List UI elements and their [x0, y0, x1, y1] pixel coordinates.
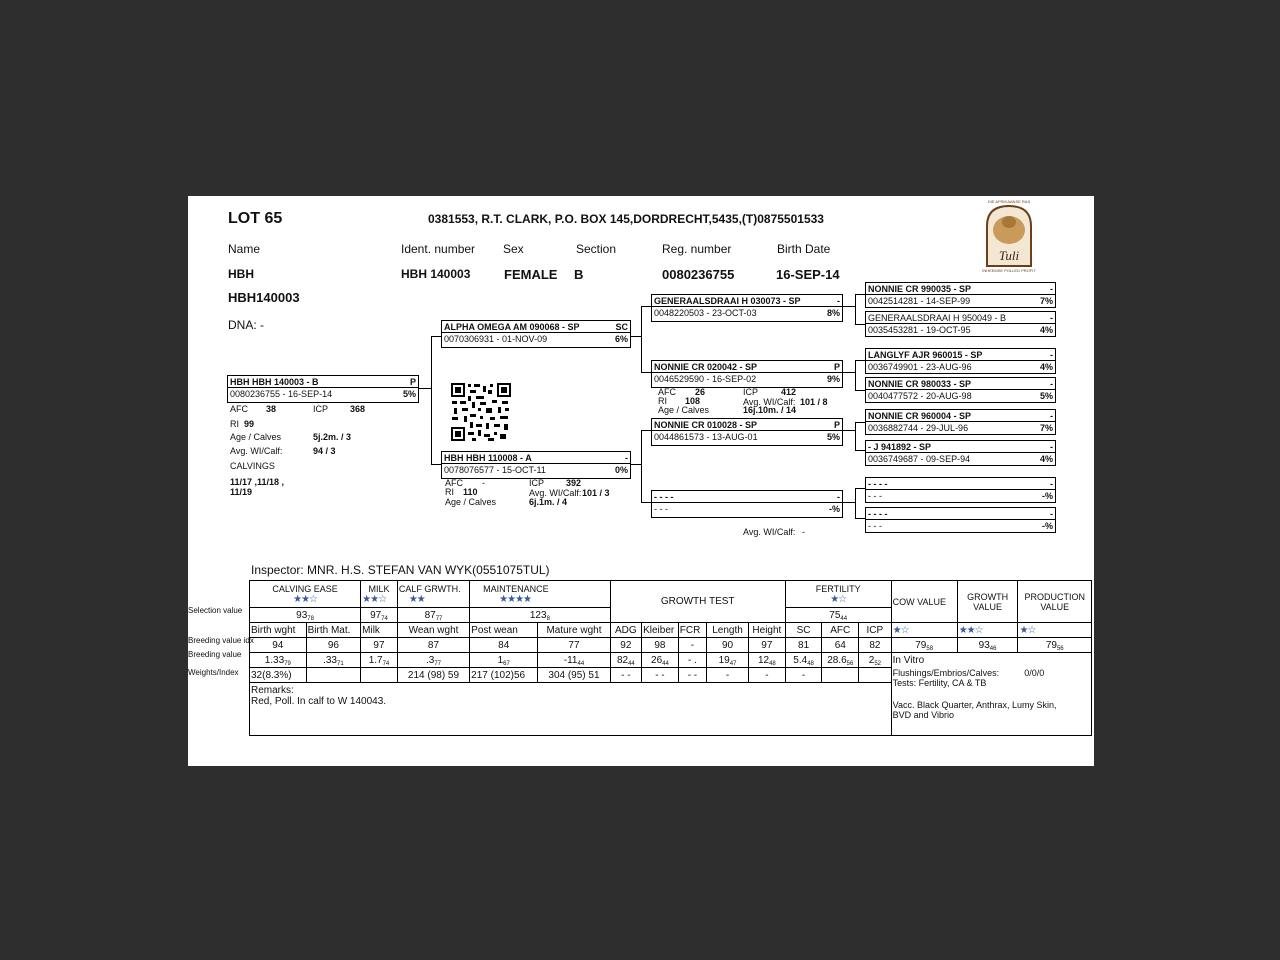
in-vitro-label: In Vitro	[892, 654, 925, 666]
dam-box	[441, 451, 631, 479]
bv-cell	[859, 653, 892, 668]
bvi-cell: 81	[785, 638, 822, 653]
milk-sel-acc: 74	[381, 615, 388, 622]
subject-ri-label: RI	[230, 419, 239, 429]
bv-acc: 77	[434, 660, 441, 667]
bv-value: 1.7	[368, 654, 383, 666]
ggp-name: GENERAALSDRAAI H 950049 - B	[868, 313, 1007, 323]
calving-sel: 93	[296, 609, 308, 621]
animal-reg: 0080236755	[662, 267, 735, 282]
group-maintenance	[470, 581, 610, 608]
bv-cell	[785, 653, 822, 668]
growth-value-num: 93	[978, 639, 990, 651]
subject-box	[227, 375, 419, 403]
bv-value: 1.33	[264, 654, 285, 666]
bv-cell	[538, 653, 610, 668]
great-grandparent-box	[865, 477, 1056, 503]
wi-cell: - -	[642, 668, 679, 683]
dam-ri: 110	[463, 487, 478, 497]
production-value	[1018, 638, 1092, 653]
grandparent-id: 0048220503 - 23-OCT-03	[654, 308, 757, 318]
bv-value: 1	[497, 654, 504, 666]
maint-sel: 123	[529, 609, 547, 621]
grandparent-name: NONNIE CR 020042 - SP	[654, 362, 758, 372]
logo-word: Tuli	[998, 248, 1020, 263]
grandparent-box	[651, 490, 843, 518]
bv-acc: 44	[577, 660, 585, 667]
wi-cell: -	[707, 668, 749, 683]
sire-name: ALPHA OMEGA AM 090068 - SP	[444, 322, 580, 332]
gp4-avgwi-label: Avg. WI/Calf:	[743, 527, 796, 537]
group-calf-growth	[397, 581, 469, 608]
subject-pct: 5%	[402, 389, 416, 399]
ggp-pct: 5%	[1039, 391, 1053, 401]
bv-value: 5.4	[793, 654, 808, 666]
dam-avgwi: 101 / 3	[582, 488, 610, 498]
production-value-num: 79	[1045, 639, 1057, 651]
wi-cell	[306, 668, 361, 683]
ggp-name: NONNIE CR 990035 - SP	[868, 284, 972, 294]
wi-cell	[859, 668, 892, 683]
ggp-pct: -%	[1042, 491, 1053, 501]
flushings-label: Flushings/Embrios/Calves:	[892, 667, 1000, 678]
sire-id: 0070306931 - 01-NOV-09	[444, 334, 548, 344]
gp-age: 16j.10m. / 14	[743, 405, 797, 415]
growth-test-label: GROWTH TEST	[660, 596, 735, 607]
production-value-stars: ★☆	[1018, 623, 1092, 638]
animal-section: B	[574, 267, 584, 282]
subject-age-label: Age / Calves	[230, 432, 282, 442]
label-reg: Reg. number	[662, 242, 732, 256]
fert-sel-acc: 44	[840, 615, 848, 622]
animal-birth: 16-SEP-14	[776, 267, 840, 282]
owner-line: 0381553, R.T. CLARK, P.O. BOX 145,DORDRECHT,5435,(T)0875501533	[428, 212, 824, 226]
row-label-selection: Selection value	[188, 606, 243, 615]
grandparent-code: -	[837, 492, 840, 502]
bv-value: 82	[616, 654, 629, 666]
subject-icp-label: ICP	[313, 404, 329, 414]
dam-avgwi-label: Avg. WI/Calf:	[529, 488, 582, 498]
animal-name: HBH	[228, 267, 254, 281]
bv-acc: 67	[503, 660, 510, 667]
grandparent-name: - - - -	[654, 492, 674, 502]
gp-afc: 26	[695, 387, 706, 397]
great-grandparent-box	[865, 409, 1056, 435]
production-value-acc: 56	[1056, 645, 1064, 652]
in-vitro	[891, 653, 1091, 668]
inspector: Inspector: MNR. H.S. STEFAN VAN WYK(0551075TUL)	[251, 563, 550, 577]
cow-value-num: 79	[915, 639, 927, 651]
ggp-id: - - -	[868, 521, 882, 531]
vaccinations-1: Vacc. Black Quarter, Anthrax, Lumy Skin,	[892, 699, 1057, 710]
grandparent-code: P	[833, 362, 840, 372]
ggp-code: -	[1050, 313, 1053, 323]
calvings-1: 11/17 ,11/18 ,	[230, 477, 285, 487]
ggp-code: -	[1050, 411, 1053, 421]
ggp-pct: 7%	[1039, 423, 1053, 433]
gp-ri: 108	[685, 396, 701, 406]
col-header: Length	[707, 623, 749, 638]
col-header: Wean wght	[397, 623, 469, 638]
group-fertility	[785, 581, 891, 608]
bvi-cell: 97	[361, 638, 398, 653]
bv-cell	[470, 653, 538, 668]
ggp-id: 0036882744 - 29-JUL-96	[868, 423, 969, 433]
dna: DNA: -	[228, 318, 264, 332]
ggp-id: 0036749901 - 23-AUG-96	[868, 362, 972, 372]
subject-afc: 38	[266, 404, 277, 414]
animal-name-2: HBH140003	[228, 290, 300, 305]
maint-selection-value	[470, 608, 610, 623]
dam-pct: 0%	[614, 465, 628, 475]
bv-value: .33	[323, 654, 337, 666]
subject-avgwi-label: Avg. WI/Calf:	[230, 446, 283, 456]
wi-cell: - -	[678, 668, 706, 683]
milk-stars: ★★☆	[362, 593, 387, 605]
col-header: Post wean	[470, 623, 538, 638]
bv-acc: 74	[382, 660, 390, 667]
dam-icp-label: ICP	[529, 478, 545, 488]
ggp-pct: -%	[1042, 521, 1053, 531]
calf-growth-label: CALF GRWTH.	[398, 583, 461, 594]
sire-code: SC	[615, 322, 628, 332]
milk-selection-value	[361, 608, 398, 623]
subject-icp: 368	[350, 404, 366, 414]
ggp-id: 0040477572 - 20-AUG-98	[868, 391, 972, 401]
col-header: Mature wght	[538, 623, 610, 638]
production-value-label-2: VALUE	[1040, 601, 1070, 612]
breeding-table	[249, 580, 1092, 736]
bv-acc: 44	[662, 660, 669, 667]
sire-pct: 6%	[614, 334, 628, 344]
great-grandparent-box	[865, 311, 1056, 337]
calf-selection-value	[397, 608, 469, 623]
col-header: Birth wght	[250, 623, 307, 638]
col-header: Birth Mat.	[306, 623, 361, 638]
col-header: Milk	[361, 623, 398, 638]
dam-id: 0078076577 - 15-OCT-11	[444, 465, 546, 475]
subject-name: HBH HBH 140003 - B	[230, 377, 319, 387]
grandparent-pct: -%	[829, 504, 840, 514]
dam-icp: 392	[566, 478, 582, 488]
bvi-cell: 94	[250, 638, 307, 653]
ggp-name: - J 941892 - SP	[868, 442, 932, 452]
wi-cell: -	[748, 668, 785, 683]
ggp-code: -	[1050, 350, 1053, 360]
grandparent-box	[651, 294, 843, 322]
lot-number: LOT 65	[228, 210, 283, 227]
subject-code: P	[409, 377, 416, 387]
growth-value-acc: 46	[989, 645, 997, 652]
grandparent-id: - - -	[654, 504, 668, 514]
calvings-2: 11/19	[230, 487, 253, 497]
bv-value: .3	[425, 654, 435, 666]
milk-sel: 97	[370, 609, 382, 621]
bv-value: 2	[868, 654, 875, 666]
cow-value-stars: ★☆	[891, 623, 957, 638]
col-header: ICP	[859, 623, 892, 638]
logo-top-text: DIE AFRIKAANSE RAS	[987, 199, 1031, 204]
maint-sel-acc: 8	[546, 615, 550, 622]
cow-value-acc: 58	[926, 645, 934, 652]
label-ident: Ident. number	[401, 242, 476, 256]
bvi-cell: 84	[470, 638, 538, 653]
maintenance-stars: ★★★★	[499, 593, 532, 605]
fert-sel: 75	[829, 609, 841, 621]
ggp-name: - - - -	[868, 479, 888, 489]
grandparent-code: P	[833, 420, 840, 430]
subject-ri: 99	[244, 419, 255, 429]
grandparent-name: NONNIE CR 010028 - SP	[654, 420, 758, 430]
bvi-cell: 90	[707, 638, 749, 653]
group-calving-ease	[250, 581, 361, 608]
bv-acc: 71	[336, 660, 344, 667]
ggp-name: - - - -	[868, 509, 888, 519]
row-label-weights: Weights/Index	[188, 668, 239, 677]
grandparent-pct: 8%	[826, 308, 840, 318]
col-header: AFC	[822, 623, 859, 638]
ggp-code: -	[1050, 284, 1053, 294]
ggp-name: NONNIE CR 980033 - SP	[868, 379, 972, 389]
grandparent-name: GENERAALSDRAAI H 030073 - SP	[654, 296, 801, 306]
production-value-label-1: PRODUCTION	[1024, 591, 1085, 602]
logo-bottom-text: INHEEMSE POLLED PROFIT	[982, 268, 1036, 273]
dam-afc: -	[482, 478, 485, 488]
bv-acc: 79	[284, 660, 291, 667]
ggp-id: 0035453281 - 19-OCT-95	[868, 325, 971, 335]
bv-acc: 56	[846, 660, 854, 667]
cow-value-label: COW VALUE	[892, 596, 946, 607]
calvings-label: CALVINGS	[230, 461, 275, 471]
fert-selection-value	[785, 608, 891, 623]
bv-cell	[707, 653, 749, 668]
gp-avgwi-label: Avg. WI/Calf:	[743, 397, 796, 407]
calving-ease-stars: ★★☆	[293, 593, 318, 605]
pedigree-sheet	[188, 196, 1094, 766]
bv-cell	[306, 653, 361, 668]
grandparent-pct: 5%	[826, 432, 840, 442]
ggp-pct: 4%	[1039, 325, 1053, 335]
animal-sex: FEMALE	[504, 267, 558, 282]
grandparent-box	[651, 418, 843, 446]
bv-value: -11	[563, 654, 578, 666]
tuli-logo	[979, 198, 1039, 274]
bv-acc: 48	[769, 660, 776, 667]
bv-cell	[822, 653, 859, 668]
notes-panel	[891, 668, 1091, 736]
bv-cell	[678, 653, 706, 668]
col-header: FCR	[678, 623, 706, 638]
remarks-label: Remarks:	[251, 685, 294, 696]
dam-age: 6j.1m. / 4	[529, 497, 568, 507]
bv-acc: 47	[729, 660, 737, 667]
col-header: ADG	[610, 623, 641, 638]
wi-cell: 32(8.3%)	[250, 668, 307, 683]
vaccinations-2: BVD and Vibrio	[892, 709, 955, 720]
ggp-pct: 4%	[1039, 454, 1053, 464]
grandparent-code: -	[837, 296, 840, 306]
bv-cell	[397, 653, 469, 668]
bv-value: 19	[718, 654, 730, 666]
group-growth-value	[957, 581, 1018, 623]
animal-ident: HBH 140003	[401, 267, 471, 281]
bvi-cell: 96	[306, 638, 361, 653]
growth-value	[957, 638, 1018, 653]
calving-sel-acc: 78	[307, 615, 314, 622]
bv-cell	[250, 653, 307, 668]
bvi-cell: 87	[397, 638, 469, 653]
wi-cell: - -	[610, 668, 641, 683]
gp-ri-label: RI	[658, 396, 667, 406]
gp-icp-label: ICP	[743, 387, 759, 397]
bv-value: - .	[687, 654, 697, 666]
bv-acc: 48	[807, 660, 814, 667]
dam-ri-label: RI	[445, 487, 454, 497]
gp-afc-label: AFC	[658, 387, 676, 397]
calf-growth-stars: ★★	[408, 593, 425, 605]
gp-age-label: Age / Calves	[658, 405, 710, 415]
ggp-code: -	[1050, 442, 1053, 452]
bv-acc: 52	[874, 660, 881, 667]
bvi-cell: 82	[859, 638, 892, 653]
row-label-bv: Breeding value	[188, 650, 242, 659]
bv-value: 28.6	[827, 654, 847, 666]
bvi-cell: 77	[538, 638, 610, 653]
bv-cell	[610, 653, 641, 668]
ggp-name: LANGLYF AJR 960015 - SP	[868, 350, 983, 360]
ggp-id: 0036749687 - 09-SEP-94	[868, 454, 971, 464]
row-label-bvi: Breeding value idx	[188, 636, 254, 645]
milk-label: MILK	[368, 583, 390, 594]
wi-cell	[361, 668, 398, 683]
group-production-value	[1018, 581, 1092, 623]
wi-cell: -	[785, 668, 822, 683]
bv-value: 26	[651, 654, 663, 666]
group-growth-test	[610, 581, 785, 623]
calving-selection-value	[250, 608, 361, 623]
cow-value	[891, 638, 957, 653]
subject-afc-label: AFC	[230, 404, 248, 414]
bvi-cell: 92	[610, 638, 641, 653]
great-grandparent-box	[865, 348, 1056, 374]
label-name: Name	[228, 242, 261, 256]
subject-id: 0080236755 - 16-SEP-14	[230, 389, 333, 399]
qr-code	[450, 382, 512, 442]
calf-sel: 87	[424, 609, 436, 621]
col-header: Kleiber	[642, 623, 679, 638]
dam-code: -	[625, 453, 628, 463]
label-birth: Birth Date	[777, 242, 831, 256]
bvi-cell: 97	[748, 638, 785, 653]
grandparent-id: 0044861573 - 13-AUG-01	[654, 432, 758, 442]
ggp-id: - - -	[868, 491, 882, 501]
dam-age-label: Age / Calves	[445, 497, 497, 507]
great-grandparent-box	[865, 377, 1056, 403]
ggp-id: 0042514281 - 14-SEP-99	[868, 296, 971, 306]
ggp-name: NONNIE CR 960004 - SP	[868, 411, 972, 421]
tuli-logo-graphic	[979, 198, 1039, 274]
tests: Tests: Fertility, CA & TB	[892, 677, 987, 688]
bv-cell	[361, 653, 398, 668]
label-sex: Sex	[503, 242, 524, 256]
growth-value-label-2: VALUE	[973, 601, 1003, 612]
great-grandparent-box	[865, 282, 1056, 308]
gp-icp: 412	[781, 387, 797, 397]
fertility-stars: ★☆	[830, 593, 847, 605]
growth-value-label-1: GROWTH	[967, 591, 1009, 602]
flushings-value: 0/0/0	[1024, 667, 1045, 678]
remarks-text: Red, Poll. In calf to W 140043.	[251, 696, 387, 707]
calving-ease-label: CALVING EASE	[272, 583, 338, 594]
sire-box	[441, 320, 631, 348]
ggp-pct: 4%	[1039, 362, 1053, 372]
bvi-cell: -	[678, 638, 706, 653]
bv-value: 12	[757, 654, 770, 666]
wi-cell: 214 (98) 59	[397, 668, 469, 683]
group-cow-value	[891, 581, 957, 623]
wi-cell: 217 (102)56	[470, 668, 538, 683]
calf-sel-acc: 77	[435, 615, 443, 622]
grandparent-id: 0046529590 - 16-SEP-02	[654, 374, 757, 384]
great-grandparent-box	[865, 507, 1056, 533]
subject-age: 5j.2m. / 3	[313, 432, 352, 442]
ggp-code: -	[1050, 479, 1053, 489]
gp-avgwi: 101 / 8	[800, 397, 828, 407]
col-header: Height	[748, 623, 785, 638]
ggp-pct: 7%	[1039, 296, 1053, 306]
wi-cell	[822, 668, 859, 683]
bvi-cell: 64	[822, 638, 859, 653]
group-milk	[361, 581, 398, 608]
bv-cell	[748, 653, 785, 668]
bvi-cell: 98	[642, 638, 679, 653]
dam-afc-label: AFC	[445, 478, 463, 488]
ggp-code: -	[1050, 379, 1053, 389]
growth-value-stars: ★★☆	[957, 623, 1018, 638]
bv-cell	[642, 653, 679, 668]
grandparent-pct: 9%	[826, 374, 840, 384]
subject-avgwi: 94 / 3	[313, 446, 336, 456]
bv-acc: 44	[628, 660, 635, 667]
grandparent-box	[651, 360, 843, 388]
remarks	[250, 683, 892, 736]
fertility-label: FERTILITY	[815, 583, 861, 594]
ggp-code: -	[1050, 509, 1053, 519]
label-section: Section	[576, 242, 617, 256]
col-header: SC	[785, 623, 822, 638]
wi-cell: 304 (95) 51	[538, 668, 610, 683]
maintenance-label: MAINTENANCE	[483, 583, 549, 594]
great-grandparent-box	[865, 440, 1056, 466]
gp4-avgwi: -	[802, 527, 805, 537]
dam-name: HBH HBH 110008 - A	[444, 453, 532, 463]
